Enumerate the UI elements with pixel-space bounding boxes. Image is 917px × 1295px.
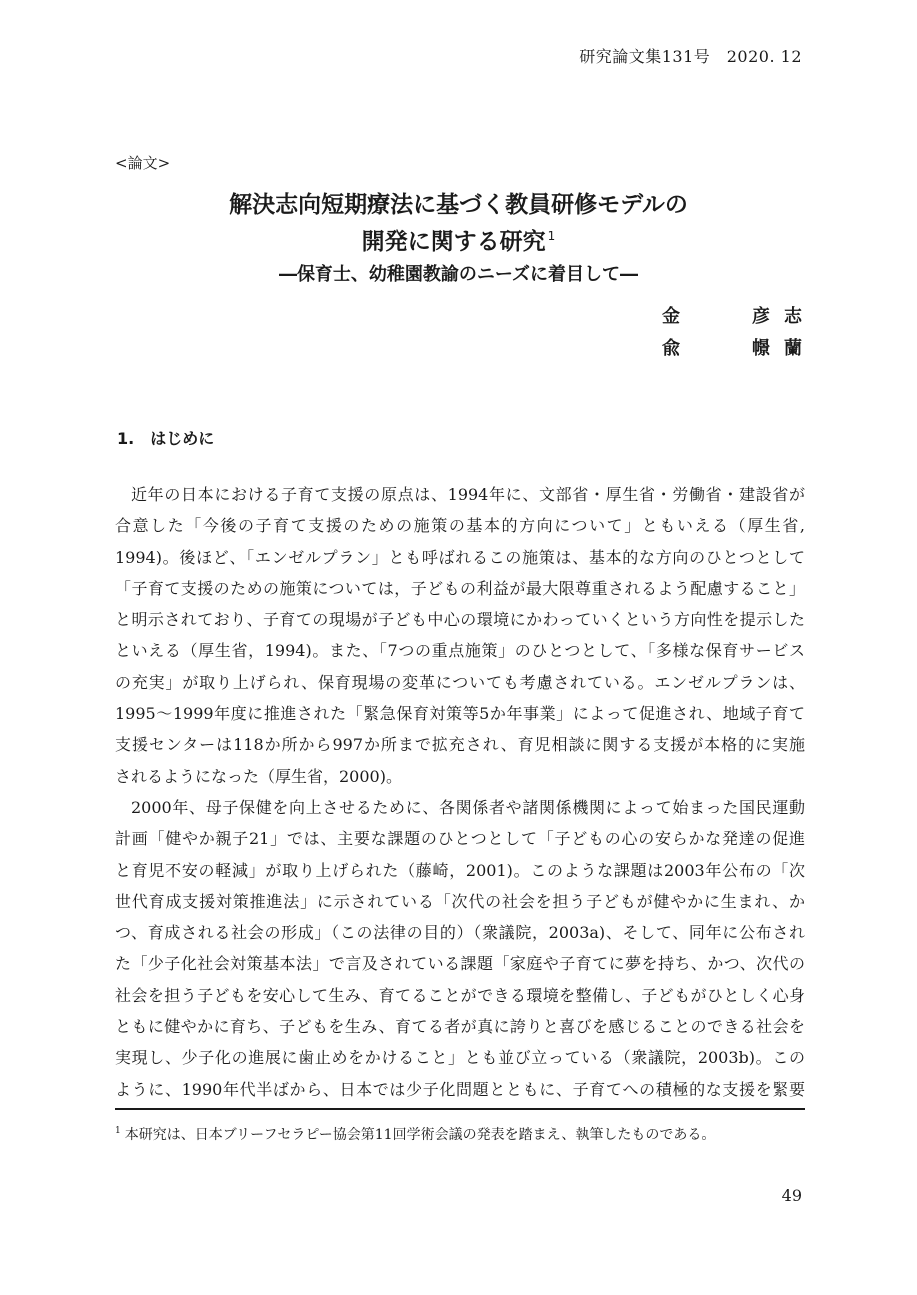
journal-header: 研究論文集131号 2020. 12 (579, 47, 802, 66)
author-1 (662, 302, 816, 328)
body-line: ともに健やかに育ち、子どもを生み、育てる者が真に誇りと喜びを感じることのできる社会を (115, 1017, 805, 1037)
body-line: の充実」が取り上げられ、保育現場の変革についても考慮されている。エンゼルプランは、 (115, 672, 805, 692)
paper-title-line1: 解決志向短期療法に基づく教員研修モデルの (229, 192, 688, 218)
author-2-family: 兪 (662, 338, 680, 359)
author-2-given: 幜蘭 (752, 338, 816, 359)
body-line: 「子育て支援のための施策については，子どもの利益が最大限尊重されるよう配慮すること」 (115, 578, 805, 598)
body-line: といえる（厚生省，1994)。また、「7つの重点施策」のひとつとして、「多様な保育サービス (115, 641, 805, 661)
body-line: されるようになった（厚生省，2000)。 (115, 766, 402, 786)
body-line: 世代育成支援対策推進法」に示されている「次代の社会を担う子どもが健やかに生まれ、か (115, 891, 805, 911)
body-line: 合意した「今後の子育て支援のための施策の基本的方向について」ともいえる（厚生省, (115, 516, 805, 536)
page-number: 49 (781, 1186, 802, 1205)
body-text (115, 479, 805, 1105)
paper-subtitle: ―保育士、幼稚園教諭のニーズに着目して― (278, 264, 639, 285)
body-line: ように、1990年代半ばから、日本では少子化問題とともに、子育てへの積極的な支援を緊要 (115, 1079, 805, 1099)
author-1-given: 彦志 (752, 306, 816, 327)
body-line: 社会を担う子どもを安心して生み、育てることができる環境を整備し、子どもがひとしく心身 (115, 985, 805, 1005)
body-line: 2000年、母子保健を向上させるために、各関係者や諸関係機関によって始まった国民運動 (131, 797, 805, 817)
body-line: 近年の日本における子育て支援の原点は、1994年に、文部省・厚生省・労働省・建設省が (131, 485, 805, 504)
footnote-mark: 1 (115, 1126, 121, 1137)
paper-title-line2-text: 開発に関する研究 (361, 229, 546, 255)
title-footnote-mark: 1 (547, 229, 556, 244)
body-line: 支援センターは118か所から997か所まで拡充され、育児相談に関する支援が本格的に実施 (115, 735, 805, 755)
author-1-family: 金 (662, 306, 680, 327)
author-2 (662, 334, 816, 360)
footnote (115, 1124, 805, 1144)
footnote-text: 本研究は、日本ブリーフセラピー協会第11回学術会議の発表を踏まえ、執筆したものである。 (124, 1127, 716, 1143)
footnote-divider (115, 1108, 805, 1110)
body-line: と明示されており、子育ての現場が子ども中心の環境にかわっていくという方向性を提示した (115, 610, 805, 630)
body-line: と育児不安の軽減」が取り上げられた（藤崎，2001)。このような課題は2003年公布の「次 (115, 860, 805, 880)
section-heading: 1. はじめに (117, 429, 215, 448)
body-line: つ、育成される社会の形成」（この法律の目的）（衆議院，2003a)、そして、同年に公布され (115, 923, 805, 943)
body-line: 1994)。後ほど、「エンゼルプラン」とも呼ばれるこの施策は、基本的な方向のひとつとして (115, 547, 805, 567)
paper-title-line2 (0, 223, 917, 256)
body-line: 計画「健やか親子21」では、主要な課題のひとつとして「子どもの心の安らかな発達の促進 (115, 829, 805, 849)
body-line: 実現し、少子化の進展に歯止めをかけること」とも並び立っている（衆議院，2003b)。この (115, 1048, 805, 1068)
article-category: <論文> (115, 154, 171, 172)
body-line: た「少子化社会対策基本法」で言及されている課題「家庭や子育てに夢を持ち、かつ、次代の (115, 954, 805, 974)
body-line: 1995～1999年度に推進された「緊急保育対策等5か年事業」によって促進され、地域子育て (115, 704, 805, 724)
